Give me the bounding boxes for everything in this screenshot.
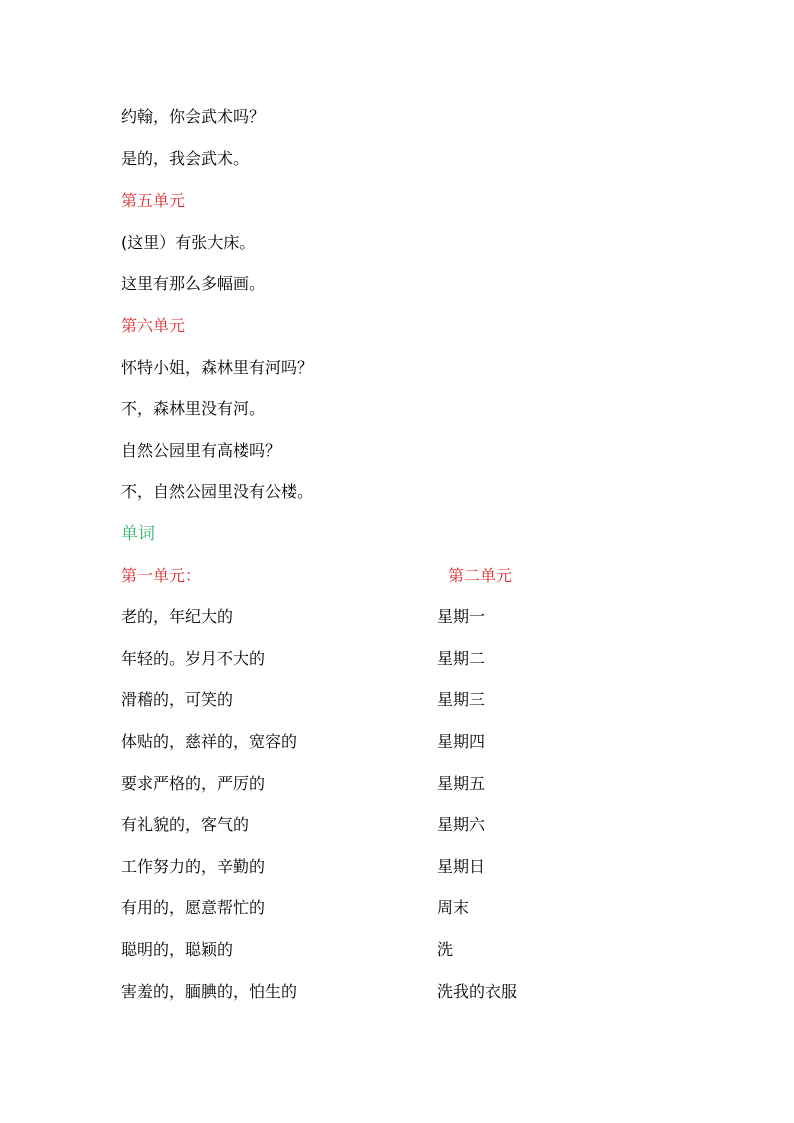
unit1-vocab-heading: 第一单元： [121,566,202,585]
unit1-word: 聪明的，聪颖的 [121,940,234,959]
sentence-line: 自然公园里有高楼吗？ [121,441,282,460]
unit2-word: 星期二 [437,649,486,668]
unit1-word: 老的，年纪大的 [121,607,234,626]
vocab-heading: 单词 [121,524,155,544]
sentence-line: 约翰，你会武术吗？ [121,107,266,126]
unit2-word: 洗我的衣服 [437,982,518,1001]
sentence-line: 不，自然公园里没有公楼。 [121,482,314,501]
unit1-word: 有用的，愿意帮忙的 [121,898,266,917]
unit2-word: 星期四 [437,732,486,751]
unit2-word: 星期日 [437,857,486,876]
unit1-word: 要求严格的，严厉的 [121,774,266,793]
sentence-line: 怀特小姐，森林里有河吗？ [121,358,314,377]
unit1-word: 有礼貌的，客气的 [121,815,250,834]
unit1-word: 害羞的，腼腆的，怕生的 [121,982,298,1001]
unit1-word: 体贴的，慈祥的，宽容的 [121,732,298,751]
sentence-line: 不，森林里没有河。 [121,399,266,418]
unit5-heading: 第五单元 [121,191,186,210]
sentence-line: (这里）有张大床。 [121,233,256,252]
unit2-word: 星期一 [437,607,486,626]
unit2-word: 星期三 [437,690,486,709]
unit2-vocab-heading: 第二单元 [448,566,513,585]
unit6-heading: 第六单元 [121,316,186,335]
sentence-line: 是的，我会武术。 [121,149,250,168]
unit2-word: 周末 [437,898,470,917]
sentence-line: 这里有那么多幅画。 [121,274,266,293]
unit1-word: 滑稽的，可笑的 [121,690,234,709]
unit2-word: 星期六 [437,815,486,834]
unit1-word: 年轻的。岁月不大的 [121,649,266,668]
unit2-word: 星期五 [437,774,486,793]
unit2-word: 洗 [437,940,454,959]
unit1-word: 工作努力的，辛勤的 [121,857,266,876]
